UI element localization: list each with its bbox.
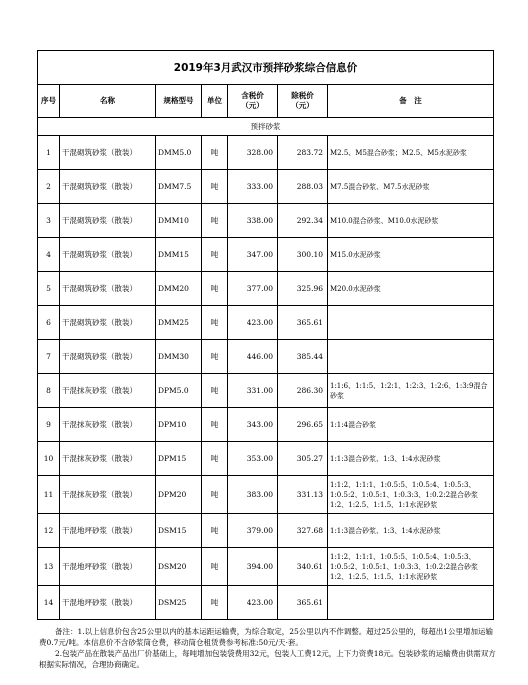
- cell-spec: DMM5.0: [156, 136, 202, 170]
- cell-spec: DMM20: [156, 272, 202, 306]
- cell-remark: M15.0水泥砂浆: [328, 238, 494, 272]
- table-row: [38, 306, 494, 340]
- cell-unit: 吨: [202, 514, 228, 548]
- cell-tax-excl: 331.13: [278, 476, 328, 514]
- cell-no: 2: [38, 170, 60, 204]
- cell-tax-excl: 365.61: [278, 306, 328, 340]
- cell-no: 13: [38, 548, 60, 586]
- cell-name: 干混抹灰砂浆（散装）: [60, 476, 156, 514]
- cell-tax-incl: 328.00: [228, 136, 278, 170]
- footnote-2: 2.包装产品在散装产品出厂价基础上，每吨增加包装袋费用32元，包装人工费12元，上下力资费18元。包装砂浆的运输费由供需双方根据实际情况，合理协商确定。: [39, 649, 496, 669]
- table-row: [38, 476, 494, 514]
- cell-no: 3: [38, 204, 60, 238]
- table-row: [38, 408, 494, 442]
- cell-unit: 吨: [202, 136, 228, 170]
- header-unit: 单位: [202, 85, 228, 118]
- cell-tax-excl: 385.44: [278, 340, 328, 374]
- cell-name: 干混抹灰砂浆（散装）: [60, 442, 156, 476]
- cell-spec: DMM25: [156, 306, 202, 340]
- table-row: [38, 514, 494, 548]
- cell-unit: 吨: [202, 408, 228, 442]
- cell-remark: M7.5混合砂浆、M7.5水泥砂浆: [328, 170, 494, 204]
- cell-tax-excl: 305.27: [278, 442, 328, 476]
- cell-no: 6: [38, 306, 60, 340]
- cell-unit: 吨: [202, 204, 228, 238]
- cell-tax-excl: 327.68: [278, 514, 328, 548]
- cell-unit: 吨: [202, 586, 228, 620]
- table-row: [38, 586, 494, 620]
- cell-tax-excl: 340.61: [278, 548, 328, 586]
- cell-spec: DPM15: [156, 442, 202, 476]
- cell-name: 干混砌筑砂浆（散装）: [60, 306, 156, 340]
- cell-unit: 吨: [202, 272, 228, 306]
- cell-name: 干混砌筑砂浆（散装）: [60, 136, 156, 170]
- cell-tax-excl: 283.72: [278, 136, 328, 170]
- table-row: [38, 374, 494, 408]
- cell-remark: M2.5、M5混合砂浆；M2.5、M5水泥砂浆: [328, 136, 494, 170]
- price-table: [37, 50, 494, 620]
- cell-no: 12: [38, 514, 60, 548]
- cell-tax-incl: 379.00: [228, 514, 278, 548]
- cell-unit: 吨: [202, 340, 228, 374]
- cell-name: 干混砌筑砂浆（散装）: [60, 204, 156, 238]
- cell-tax-excl: 286.30: [278, 374, 328, 408]
- cell-name: 干混抹灰砂浆（散装）: [60, 374, 156, 408]
- cell-tax-excl: 288.03: [278, 170, 328, 204]
- header-no: 序号: [38, 85, 60, 118]
- page-title: 2019年3月武汉市预拌砂浆综合信息价: [38, 51, 494, 85]
- cell-tax-incl: 331.00: [228, 374, 278, 408]
- footnote-1: 备注：1.以上信息价包含25公里以内的基本运距运输费，为综合取定，25公里以内不作调整。超过25公里的，每超出1公里增加运输费0.7元/吨。本信息价不含砂浆筒仓费，移动筒仓租赁费参考标准:50元/天·套。: [39, 627, 494, 647]
- cell-spec: DPM10: [156, 408, 202, 442]
- cell-tax-incl: 353.00: [228, 442, 278, 476]
- cell-remark: [328, 586, 494, 620]
- table-row: [38, 136, 494, 170]
- cell-no: 4: [38, 238, 60, 272]
- table-row: [38, 442, 494, 476]
- header-remark: 备 注: [328, 85, 494, 118]
- cell-tax-incl: 377.00: [228, 272, 278, 306]
- cell-remark: [328, 306, 494, 340]
- cell-no: 5: [38, 272, 60, 306]
- cell-spec: DSM15: [156, 514, 202, 548]
- cell-tax-incl: 383.00: [228, 476, 278, 514]
- cell-remark: [328, 340, 494, 374]
- cell-remark: 1:1:6、1:1:5、1:2:1、1:2:3、1:2:6、1:3:9混合砂浆: [328, 374, 494, 408]
- cell-remark: M20.0水泥砂浆: [328, 272, 494, 306]
- header-tax-excl: 除税价 （元）: [278, 85, 328, 118]
- cell-tax-excl: 292.34: [278, 204, 328, 238]
- cell-no: 11: [38, 476, 60, 514]
- cell-tax-excl: 296.65: [278, 408, 328, 442]
- table-row: [38, 204, 494, 238]
- cell-name: 干混地坪砂浆（散装）: [60, 548, 156, 586]
- cell-tax-incl: 446.00: [228, 340, 278, 374]
- cell-unit: 吨: [202, 170, 228, 204]
- cell-name: 干混抹灰砂浆（散装）: [60, 408, 156, 442]
- cell-unit: 吨: [202, 442, 228, 476]
- cell-no: 9: [38, 408, 60, 442]
- header-tax-incl: 含税价 （元）: [228, 85, 278, 118]
- cell-tax-incl: 423.00: [228, 306, 278, 340]
- cell-remark: 1:1:2、1:1:1、1:0.5:5、1:0.5:4、1:0.5:3、1:0.5:2、1:0.5:1、1:0.3:3、1:0.2:2混合砂浆 1:2、1:2.5、1:1.5、1:1水泥砂浆: [328, 476, 494, 514]
- section-label: 预拌砂浆: [38, 118, 494, 136]
- cell-name: 干混砌筑砂浆（散装）: [60, 340, 156, 374]
- table-row: [38, 238, 494, 272]
- cell-remark: 1:1:3混合砂浆、1:3、1:4水泥砂浆: [328, 442, 494, 476]
- cell-name: 干混砌筑砂浆（散装）: [60, 272, 156, 306]
- cell-name: 干混地坪砂浆（散装）: [60, 514, 156, 548]
- cell-spec: DMM15: [156, 238, 202, 272]
- footnotes: [39, 626, 497, 670]
- table-row: [38, 272, 494, 306]
- cell-spec: DSM25: [156, 586, 202, 620]
- cell-no: 10: [38, 442, 60, 476]
- cell-spec: DMM7.5: [156, 170, 202, 204]
- cell-spec: DPM5.0: [156, 374, 202, 408]
- cell-remark: 1:1:2、1:1:1、1:0.5:5、1:0.5:4、1:0.5:3、1:0.5:2、1:0.5:1、1:0.3:3、1:0.2:2混合砂浆 1:2、1:2.5、1:1.5、1:1水泥砂浆: [328, 548, 494, 586]
- cell-unit: 吨: [202, 238, 228, 272]
- cell-tax-excl: 300.10: [278, 238, 328, 272]
- cell-no: 14: [38, 586, 60, 620]
- cell-name: 干混砌筑砂浆（散装）: [60, 170, 156, 204]
- cell-tax-excl: 365.61: [278, 586, 328, 620]
- cell-spec: DMM10: [156, 204, 202, 238]
- cell-tax-incl: 347.00: [228, 238, 278, 272]
- cell-spec: DMM30: [156, 340, 202, 374]
- header-name: 名称: [60, 85, 156, 118]
- cell-no: 7: [38, 340, 60, 374]
- cell-unit: 吨: [202, 374, 228, 408]
- table-body: [38, 136, 494, 620]
- cell-tax-incl: 423.00: [228, 586, 278, 620]
- cell-tax-incl: 338.00: [228, 204, 278, 238]
- cell-name: 干混地坪砂浆（散装）: [60, 586, 156, 620]
- cell-unit: 吨: [202, 476, 228, 514]
- cell-tax-incl: 394.00: [228, 548, 278, 586]
- cell-tax-incl: 343.00: [228, 408, 278, 442]
- cell-spec: DPM20: [156, 476, 202, 514]
- header-spec: 规格型号: [156, 85, 202, 118]
- cell-name: 干混砌筑砂浆（散装）: [60, 238, 156, 272]
- cell-remark: 1:1:3混合砂浆、1:3、1:4水泥砂浆: [328, 514, 494, 548]
- cell-remark: 1:1:4混合砂浆: [328, 408, 494, 442]
- cell-remark: M10.0混合砂浆、M10.0水泥砂浆: [328, 204, 494, 238]
- cell-no: 8: [38, 374, 60, 408]
- cell-tax-incl: 333.00: [228, 170, 278, 204]
- cell-unit: 吨: [202, 306, 228, 340]
- cell-spec: DSM20: [156, 548, 202, 586]
- table-row: [38, 170, 494, 204]
- cell-unit: 吨: [202, 548, 228, 586]
- cell-tax-excl: 325.96: [278, 272, 328, 306]
- cell-no: 1: [38, 136, 60, 170]
- table-row: [38, 548, 494, 586]
- table-row: [38, 340, 494, 374]
